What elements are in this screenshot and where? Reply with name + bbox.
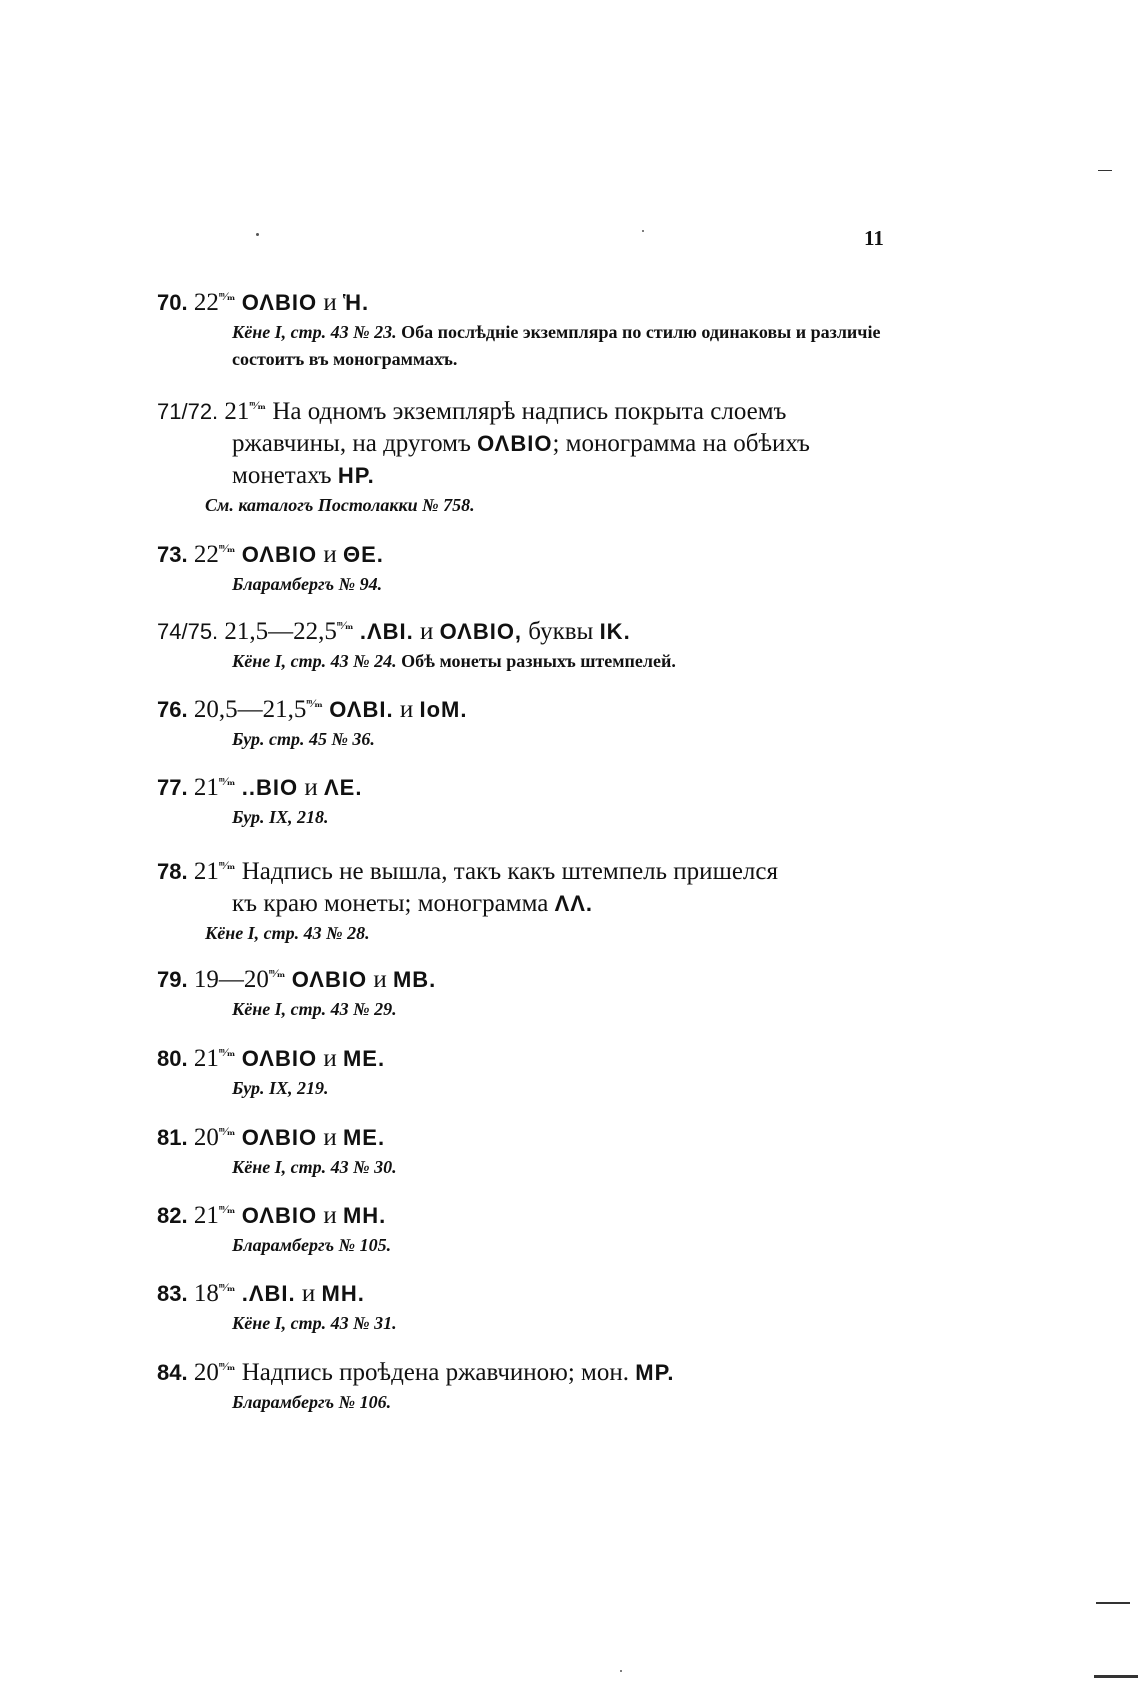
inscription: ΟΛΒΙΟ <box>241 542 318 567</box>
entry-74-75 <box>157 609 897 675</box>
reference-source: Бур. IX, 218. <box>232 807 329 827</box>
reference <box>157 492 897 519</box>
scan-mark <box>1098 170 1112 171</box>
description-text: ржавчины, на другомъ <box>232 430 471 457</box>
conjunction: и <box>323 1045 337 1072</box>
reference-source: Кёне I, стр. 43 № 30. <box>232 1157 397 1177</box>
entry-81 <box>157 1115 897 1181</box>
entry-heading <box>157 389 897 492</box>
size-unit: ᵐ⁄ₘ <box>218 1045 236 1059</box>
scan-speck <box>620 1670 622 1672</box>
description-line-3 <box>157 460 897 492</box>
reference <box>157 1232 897 1259</box>
reference-source: Бур. стр. 45 № 36. <box>232 729 375 749</box>
coin-size: 21,5—22,5 <box>224 618 337 645</box>
monogram: ΜΡ. <box>635 1360 675 1385</box>
conjunction: и <box>323 541 337 568</box>
coin-size: 20,5—21,5 <box>193 696 307 723</box>
reference-note: Обѣ монеты разныхъ штемпелей. <box>401 651 676 671</box>
reference <box>157 1154 897 1181</box>
monogram: ΗΡ. <box>337 463 375 488</box>
coin-size: 19—20 <box>193 966 269 993</box>
page-number: 11 <box>864 226 884 250</box>
entry-number: 78. <box>157 859 188 884</box>
inscription: ΟΛΒΙΟ <box>477 431 553 456</box>
reference <box>157 726 897 753</box>
entry-78 <box>157 849 897 947</box>
conjunction: и <box>323 1124 337 1151</box>
reference-source: Кёне I, стр. 43 № 24. <box>232 651 397 671</box>
inscription: .ΛΒΙ. <box>241 1281 296 1306</box>
entry-heading <box>157 609 897 648</box>
reference-source: Кёне I, стр. 43 № 31. <box>232 1313 397 1333</box>
entry-number: 71/72. <box>157 399 219 424</box>
letters-label: буквы <box>528 618 594 645</box>
entry-number: 79. <box>157 967 188 992</box>
description-line-1: На одномъ экземплярѣ надпись покрыта слоемъ <box>272 398 787 425</box>
inscription: ΟΛΒΙΟ <box>241 1203 318 1228</box>
monogram: ΛΕ. <box>323 775 363 800</box>
reference <box>157 571 897 598</box>
size-unit: ᵐ⁄ₘ <box>218 858 236 872</box>
scan-mark <box>1096 1602 1130 1604</box>
entry-number: 80. <box>157 1046 188 1071</box>
size-unit: ᵐ⁄ₘ <box>218 289 236 303</box>
entry-heading <box>157 849 897 920</box>
entry-79 <box>157 957 897 1023</box>
monogram: ΜΗ. <box>321 1281 365 1306</box>
letters: ΙΚ. <box>599 619 631 644</box>
conjunction: и <box>323 1202 337 1229</box>
inscription: ΟΛΒΙ. <box>329 697 394 722</box>
entry-number: 74/75. <box>157 619 219 644</box>
inscription: .ΛΒΙ. <box>359 619 414 644</box>
entry-heading <box>157 280 897 319</box>
entry-number: 70. <box>157 290 188 315</box>
entry-heading <box>157 1036 897 1075</box>
entry-70 <box>157 280 897 373</box>
reference-source: Бларамбергъ № 105. <box>232 1235 392 1255</box>
inscription-2: ΟΛΒΙΟ, <box>439 619 523 644</box>
description-line-2 <box>157 428 897 460</box>
reference <box>157 1310 897 1337</box>
reference-source: Бур. IX, 219. <box>232 1078 329 1098</box>
size-unit: ᵐ⁄ₘ <box>268 966 286 980</box>
reference-source: Кёне I, стр. 43 № 28. <box>205 923 370 943</box>
size-unit: ᵐ⁄ₘ <box>336 618 354 632</box>
conjunction: и <box>399 696 414 723</box>
monogram: ΙοΜ. <box>419 697 468 722</box>
coin-size: 18 <box>193 1280 219 1307</box>
entry-heading <box>157 1350 897 1389</box>
reference <box>157 996 897 1023</box>
entry-number: 84. <box>157 1360 188 1385</box>
entry-number: 83. <box>157 1281 188 1306</box>
coin-size: 21 <box>193 1202 219 1229</box>
entry-number: 73. <box>157 542 188 567</box>
conjunction: и <box>419 618 434 645</box>
entry-80 <box>157 1036 897 1102</box>
coin-size: 22 <box>193 289 219 316</box>
reference-source: Бларамбергъ № 106. <box>232 1392 392 1412</box>
size-unit: ᵐ⁄ₘ <box>218 1124 236 1138</box>
entry-heading <box>157 532 897 571</box>
description-text: къ краю монеты; монограмма <box>232 890 549 917</box>
inscription: ΟΛΒΙΟ <box>241 1046 318 1071</box>
entry-84 <box>157 1350 897 1416</box>
description-line-2 <box>157 888 897 920</box>
reference <box>157 920 897 947</box>
conjunction: и <box>304 774 318 801</box>
monogram: ΛΛ. <box>554 891 594 916</box>
entry-82 <box>157 1193 897 1259</box>
reference-source: Кёне I, стр. 43 № 23. <box>232 322 397 342</box>
reference <box>157 804 897 831</box>
size-unit: ᵐ⁄ₘ <box>218 1359 236 1373</box>
entry-83 <box>157 1271 897 1337</box>
entry-77 <box>157 765 897 831</box>
size-unit: ᵐ⁄ₘ <box>218 541 236 555</box>
monogram: Ἡ. <box>342 290 370 315</box>
coin-size: 20 <box>193 1359 219 1386</box>
inscription: ..ΒΙΟ <box>241 775 299 800</box>
reference-source: Кёне I, стр. 43 № 29. <box>232 999 397 1019</box>
size-unit: ᵐ⁄ₘ <box>218 1202 236 1216</box>
description-text: ; монограмма на обѣихъ <box>552 430 810 457</box>
entry-heading <box>157 765 897 804</box>
monogram: ΜΕ. <box>342 1125 386 1150</box>
entry-heading <box>157 1271 897 1310</box>
inscription: ΟΛΒΙΟ <box>291 967 368 992</box>
size-unit: ᵐ⁄ₘ <box>218 1280 236 1294</box>
entry-number: 82. <box>157 1203 188 1228</box>
reference <box>157 319 897 373</box>
size-unit: ᵐ⁄ₘ <box>306 696 323 710</box>
entry-number: 76. <box>157 697 188 722</box>
coin-size: 22 <box>193 541 219 568</box>
description-text: монетахъ <box>232 462 332 489</box>
entry-heading <box>157 1193 897 1232</box>
conjunction: и <box>373 966 387 993</box>
inscription: ΟΛΒΙΟ <box>241 1125 318 1150</box>
reference <box>157 1389 897 1416</box>
scan-speck <box>256 233 259 236</box>
coin-size: 20 <box>193 1124 219 1151</box>
entry-heading <box>157 1115 897 1154</box>
monogram: ΜΕ. <box>342 1046 386 1071</box>
inscription: ΟΛΒΙΟ <box>241 290 318 315</box>
entry-number: 81. <box>157 1125 188 1150</box>
coin-size: 21 <box>193 774 219 801</box>
monogram: ΘΕ. <box>342 542 384 567</box>
scan-mark <box>1094 1675 1138 1678</box>
entry-heading <box>157 687 897 726</box>
monogram: ΜΒ. <box>392 967 437 992</box>
reference <box>157 648 897 675</box>
conjunction: и <box>323 289 337 316</box>
entry-71-72 <box>157 389 897 519</box>
entry-number: 77. <box>157 775 188 800</box>
size-unit: ᵐ⁄ₘ <box>249 398 267 412</box>
reference <box>157 1075 897 1102</box>
entry-heading <box>157 957 897 996</box>
scan-speck <box>642 230 644 232</box>
conjunction: и <box>301 1280 316 1307</box>
size-unit: ᵐ⁄ₘ <box>218 774 236 788</box>
description-line-1: Надпись не вышла, такъ какъ штемпель пришелся <box>241 858 778 885</box>
description-line-1: Надпись проѣдена ржавчиною; мон. <box>241 1359 629 1386</box>
monogram: ΜΗ. <box>342 1203 387 1228</box>
coin-size: 21 <box>193 858 219 885</box>
reference-source: Бларамбергъ № 94. <box>232 574 383 594</box>
reference-note: Оба послѣдніе экземпляра по стилю одинаковы и различіе состоитъ въ монограммахъ. <box>232 322 881 369</box>
entry-76 <box>157 687 897 753</box>
reference-source: См. каталогъ Постолакки № 758. <box>205 495 475 515</box>
coin-size: 21 <box>224 398 250 425</box>
coin-size: 21 <box>193 1045 219 1072</box>
entry-73 <box>157 532 897 598</box>
